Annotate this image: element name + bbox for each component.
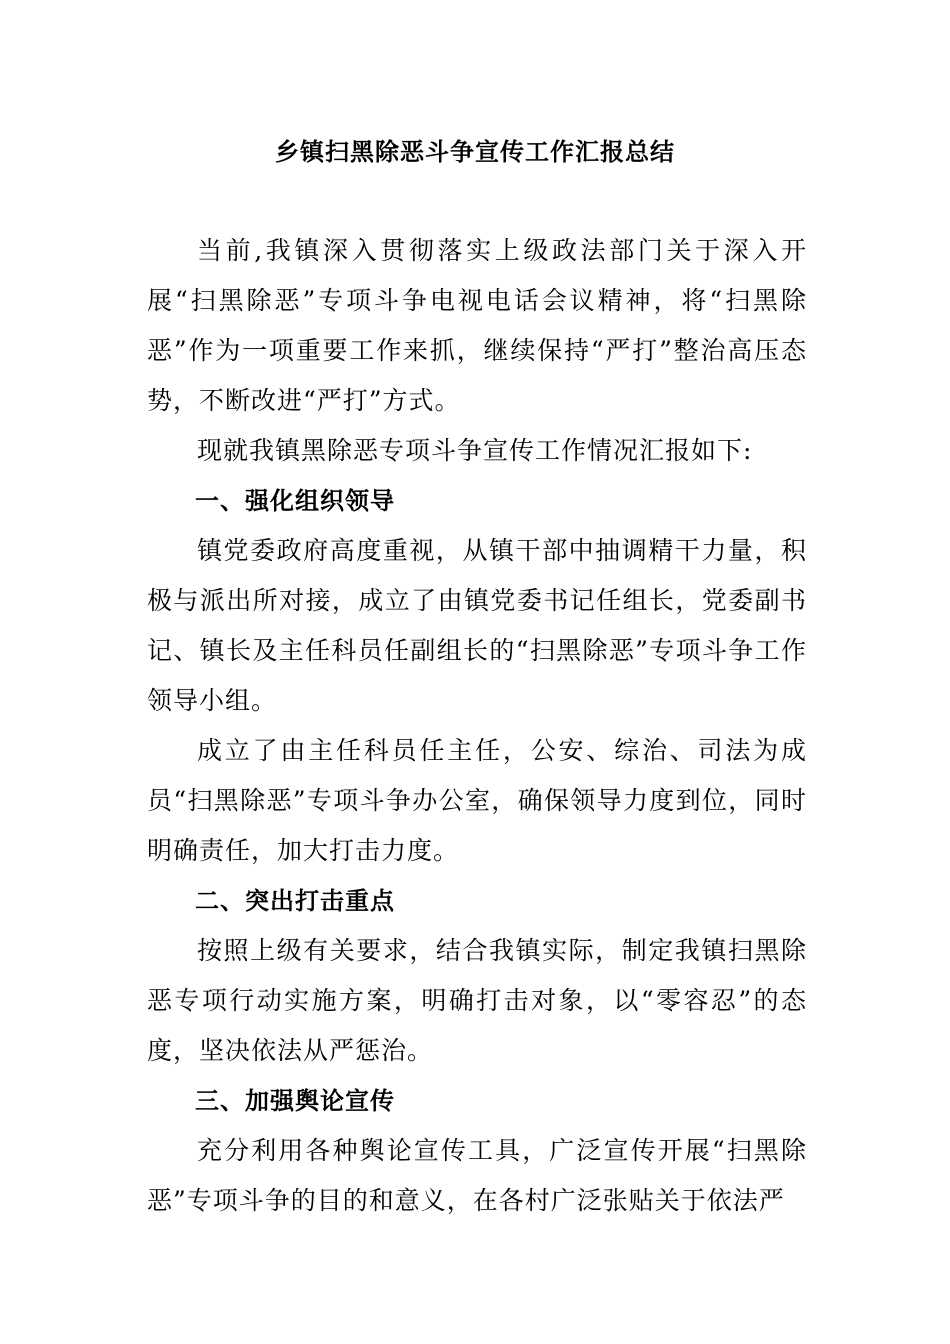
paragraph-office: 成立了由主任科员任主任，公安、综治、司法为成员“扫黑除恶”专项斗争办公室，确保领导力度到位，同时明确责任，加大打击力度。 xyxy=(147,736,807,865)
paragraph-intro: 当前,我镇深入贯彻落实上级政法部门关于深入开展“扫黑除恶”专项斗争电视电话会议精神，将“扫黑除恶”作为一项重要工作来抓，继续保持“严打”整治高压态势，不断改进“严打”方式。 xyxy=(147,236,807,415)
section-heading-2: 二、突出打击重点 xyxy=(195,887,395,915)
document-title: 乡镇扫黑除恶斗争宣传工作汇报总结 xyxy=(275,138,675,166)
section-heading-3: 三、加强舆论宣传 xyxy=(195,1087,395,1115)
section-heading-1: 一、强化组织领导 xyxy=(195,487,395,515)
paragraph-organization: 镇党委政府高度重视，从镇干部中抽调精干力量，积极与派出所对接，成立了由镇党委书记任组长，党委副书记、镇长及主任科员任副组长的“扫黑除恶”专项斗争工作领导小组。 xyxy=(147,536,807,715)
paragraph-report-lead: 现就我镇黑除恶专项斗争宣传工作情况汇报如下: xyxy=(197,436,753,465)
paragraph-publicity: 充分利用各种舆论宣传工具，广泛宣传开展“扫黑除恶”专项斗争的目的和意义，在各村广泛张贴关于依法严 xyxy=(147,1136,807,1215)
document-body xyxy=(147,226,807,1226)
paragraph-focus: 按照上级有关要求，结合我镇实际，制定我镇扫黑除恶专项行动实施方案，明确打击对象，以“零容忍”的态度，坚决依法从严惩治。 xyxy=(147,936,807,1065)
